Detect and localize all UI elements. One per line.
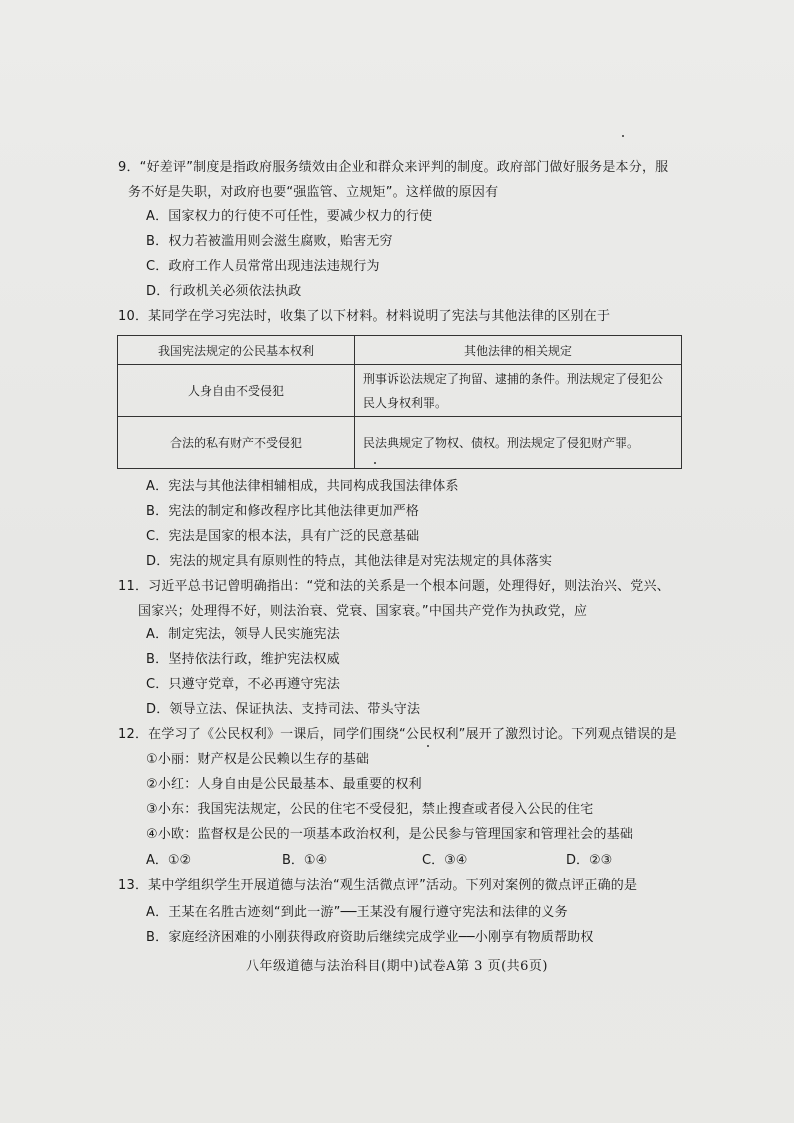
question-9-option-a: A．国家权力的行使不可任性，要减少权力的行使 (146, 209, 433, 224)
question-9-option-b: B．权力若被滥用则会滋生腐败，贻害无穷 (146, 234, 393, 249)
question-12-stem: 12．在学习了《公民权利》一课后，同学们围绕“公民权利”展开了激烈讨论。下列观点错误的是 (118, 727, 677, 742)
table-cell: 合法的私有财产不受侵犯 (118, 417, 355, 469)
question-11-option-a: A．制定宪法，领导人民实施宪法 (146, 627, 340, 642)
question-9-stem-line1: 9．“好差评”制度是指政府服务绩效由企业和群众来评判的制度。政府部门做好服务是本分，服 (118, 160, 669, 175)
question-12-item-1: ①小丽：财产权是公民赖以生存的基础 (146, 752, 370, 767)
question-12-item-3: ③小东：我国宪法规定，公民的住宅不受侵犯，禁止搜查或者侵入公民的住宅 (146, 802, 594, 817)
page-footer: 八年级道德与法治科目(期中)试卷A第 3 页(共6页) (246, 959, 548, 974)
table-cell: 刑事诉讼法规定了拘留、逮捕的条件。刑法规定了侵犯公民人身权利罪。 (355, 365, 682, 417)
table-cell: 民法典规定了物权、债权。刑法规定了侵犯财产罪。 (355, 417, 682, 469)
table-cell: 人身自由不受侵犯 (118, 365, 355, 417)
question-11-stem-line1: 11．习近平总书记曾明确指出：“党和法的关系是一个根本问题，处理得好，则法治兴、党兴、 (118, 579, 670, 594)
table-row (118, 365, 682, 417)
table-header-cell: 其他法律的相关规定 (355, 336, 682, 365)
question-12-choice-d: D．②③ (566, 853, 613, 868)
question-11-option-d: D．领导立法、保证执法、支持司法、带头守法 (146, 702, 421, 717)
question-11 (118, 574, 718, 624)
table-row (118, 417, 682, 469)
question-10-option-b: B．宪法的制定和修改程序比其他法律更加严格 (146, 504, 420, 519)
question-9-option-c: C．政府工作人员常常出现违法违规行为 (146, 259, 380, 274)
table-header-row (118, 336, 682, 365)
question-11-option-b: B．坚持依法行政，维护宪法权威 (146, 652, 340, 667)
question-9 (118, 155, 698, 205)
question-9-option-d: D．行政机关必须依法执政 (146, 284, 302, 299)
question-11-stem-line2: 国家兴；处理得不好，则法治衰、党衰、国家衰。”中国共产党作为执政党，应 (138, 604, 588, 619)
question-9-stem-line2: 务不好是失职，对政府也要“强监管、立规矩”。这样做的原因有 (128, 185, 499, 200)
question-10-option-c: C．宪法是国家的根本法，具有广泛的民意基础 (146, 529, 420, 544)
scan-speck (622, 135, 624, 137)
question-12-choice-b: B．①④ (282, 853, 328, 868)
question-13-option-b: B．家庭经济困难的小刚获得政府资助后继续完成学业──小刚享有物质帮助权 (146, 930, 594, 945)
question-10-option-a: A．宪法与其他法律相辅相成，共同构成我国法律体系 (146, 479, 459, 494)
question-12-item-2: ②小红：人身自由是公民最基本、最重要的权利 (146, 777, 422, 792)
question-12-item-4: ④小欧：监督权是公民的一项基本政治权利，是公民参与管理国家和管理社会的基础 (146, 827, 634, 842)
rights-table (117, 335, 682, 469)
table-header-cell: 我国宪法规定的公民基本权利 (118, 336, 355, 365)
question-13-option-a: A．王某在名胜古迹刻“到此一游”──王某没有履行遵守宪法和法律的义务 (146, 905, 568, 920)
question-10-option-d: D．宪法的规定具有原则性的特点，其他法律是对宪法规定的具体落实 (146, 554, 553, 569)
question-12-choice-c: C．③④ (422, 853, 468, 868)
question-11-option-c: C．只遵守党章，不必再遵守宪法 (146, 677, 341, 692)
scan-speck (374, 462, 376, 464)
scan-speck (427, 745, 429, 747)
question-13-stem: 13．某中学组织学生开展道德与法治“观生活微点评”活动。下列对案例的微点评正确的是 (118, 878, 638, 893)
question-10-stem: 10．某同学在学习宪法时，收集了以下材料。材料说明了宪法与其他法律的区别在于 (118, 309, 611, 324)
question-12-choice-a: A．①② (146, 853, 192, 868)
